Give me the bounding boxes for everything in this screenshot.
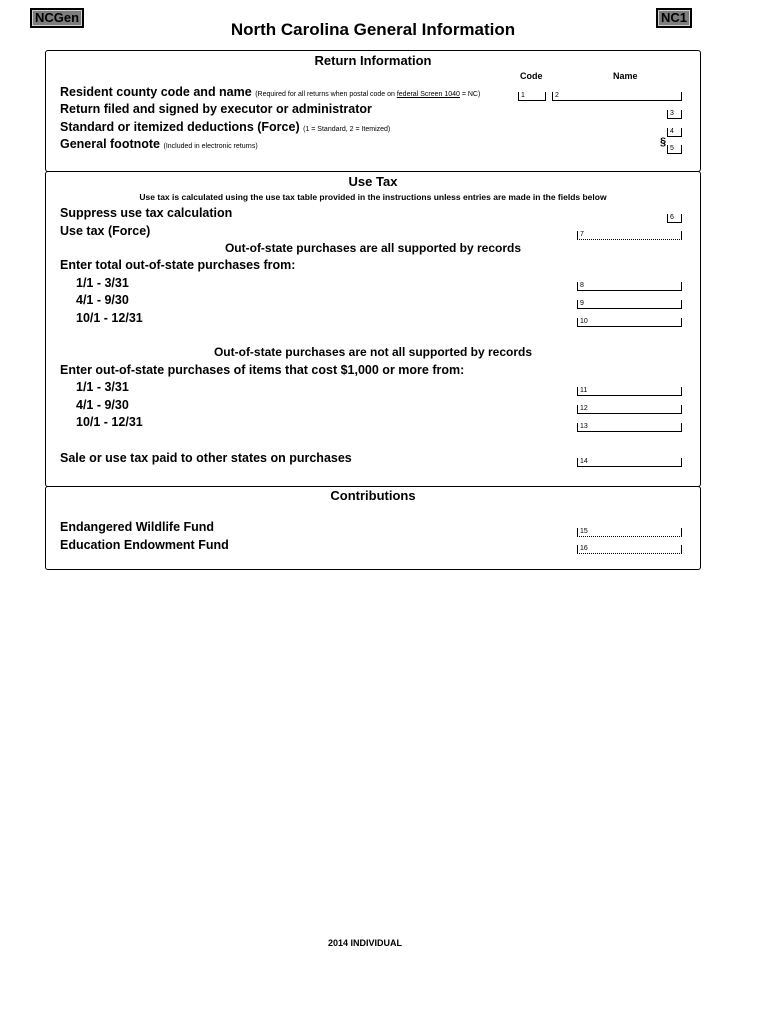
- other-states-field[interactable]: [577, 458, 682, 467]
- field-number: 7: [580, 231, 584, 238]
- period-q1-label: 1/1 - 3/31: [76, 380, 129, 394]
- resident-county-note: (Required for all returns when postal code on federal Screen 1040 = NC): [255, 91, 481, 98]
- period-q2-label: 4/1 - 9/30: [76, 293, 129, 307]
- field-number: 4: [670, 128, 674, 135]
- supported-intro-label: Enter total out-of-state purchases from:: [60, 258, 296, 272]
- not-supported-q1-field[interactable]: [577, 387, 682, 396]
- field-number: 14: [580, 458, 588, 465]
- field-number: 3: [670, 110, 674, 117]
- use-tax-title: Use Tax: [348, 174, 398, 189]
- field-number: 15: [580, 528, 588, 535]
- period-q3-label: 10/1 - 12/31: [76, 415, 143, 429]
- general-footnote-field[interactable]: [667, 145, 682, 154]
- general-footnote-note: (Included in electronic returns): [163, 143, 258, 150]
- state-form-tag[interactable]: NC1: [656, 8, 692, 28]
- period-q3-label: 10/1 - 12/31: [76, 311, 143, 325]
- county-code-field[interactable]: [518, 92, 546, 101]
- supported-q1-field[interactable]: [577, 282, 682, 291]
- general-footnote-text: General footnote: [60, 137, 161, 151]
- resident-county-text: Resident county code and name: [60, 85, 252, 99]
- period-q2-label: 4/1 - 9/30: [76, 398, 129, 412]
- name-column-header: Name: [613, 71, 638, 81]
- suppress-use-tax-field[interactable]: [667, 214, 682, 223]
- executor-field[interactable]: [667, 110, 682, 119]
- code-column-header: Code: [520, 71, 543, 81]
- general-footnote-label: [60, 137, 258, 151]
- page-title: North Carolina General Information: [230, 20, 516, 39]
- field-number: 11: [580, 387, 588, 394]
- federal-screen-link[interactable]: federal Screen 1040: [396, 91, 460, 98]
- deductions-text: Standard or itemized deductions (Force): [60, 120, 300, 134]
- not-supported-q2-field[interactable]: [577, 405, 682, 414]
- other-states-label: Sale or use tax paid to other states on purchases: [60, 451, 352, 465]
- field-number: 13: [580, 423, 588, 430]
- field-number: 8: [580, 282, 584, 289]
- use-tax-section: [45, 171, 701, 487]
- supported-records-heading: Out-of-state purchases are all supported by records: [224, 241, 522, 255]
- not-supported-records-heading: Out-of-state purchases are not all supported by records: [213, 345, 533, 359]
- deductions-note: (1 = Standard, 2 = Itemized): [303, 126, 391, 133]
- field-number: 6: [670, 214, 674, 221]
- field-number: 16: [580, 545, 588, 552]
- use-tax-force-field[interactable]: [577, 231, 682, 240]
- supported-q2-field[interactable]: [577, 300, 682, 309]
- deductions-field[interactable]: [667, 128, 682, 137]
- contributions-title: Contributions: [330, 488, 416, 503]
- education-fund-field[interactable]: [577, 545, 682, 554]
- section-symbol-icon: §: [660, 136, 667, 148]
- education-fund-label: Education Endowment Fund: [60, 538, 229, 552]
- supported-q3-field[interactable]: [577, 318, 682, 327]
- field-number: 5: [670, 145, 674, 152]
- return-information-section: [45, 50, 701, 172]
- not-supported-q3-field[interactable]: [577, 423, 682, 432]
- return-information-title: Return Information: [314, 53, 432, 68]
- field-number: 1: [521, 92, 525, 99]
- use-tax-note: Use tax is calculated using the use tax table provided in the instructions unless entries are made in the fields below: [139, 192, 607, 202]
- contributions-section: [45, 486, 701, 570]
- wildlife-fund-field[interactable]: [577, 528, 682, 537]
- form-id-tag[interactable]: NCGen: [30, 8, 84, 28]
- field-number: 2: [555, 92, 559, 99]
- wildlife-fund-label: Endangered Wildlife Fund: [60, 520, 215, 534]
- field-number: 10: [580, 318, 588, 325]
- use-tax-force-label: Use tax (Force): [60, 224, 151, 238]
- county-name-field[interactable]: [552, 92, 682, 101]
- form-year-footer: 2014 INDIVIDUAL: [327, 938, 403, 948]
- resident-county-label: [60, 85, 480, 99]
- suppress-use-tax-label: Suppress use tax calculation: [60, 206, 233, 220]
- field-number: 9: [580, 300, 584, 307]
- not-supported-intro-label: Enter out-of-state purchases of items that cost $1,000 or more from:: [60, 363, 465, 377]
- period-q1-label: 1/1 - 3/31: [76, 276, 129, 290]
- executor-label: Return filed and signed by executor or administrator: [60, 102, 372, 116]
- field-number: 12: [580, 405, 588, 412]
- deductions-label: [60, 120, 390, 134]
